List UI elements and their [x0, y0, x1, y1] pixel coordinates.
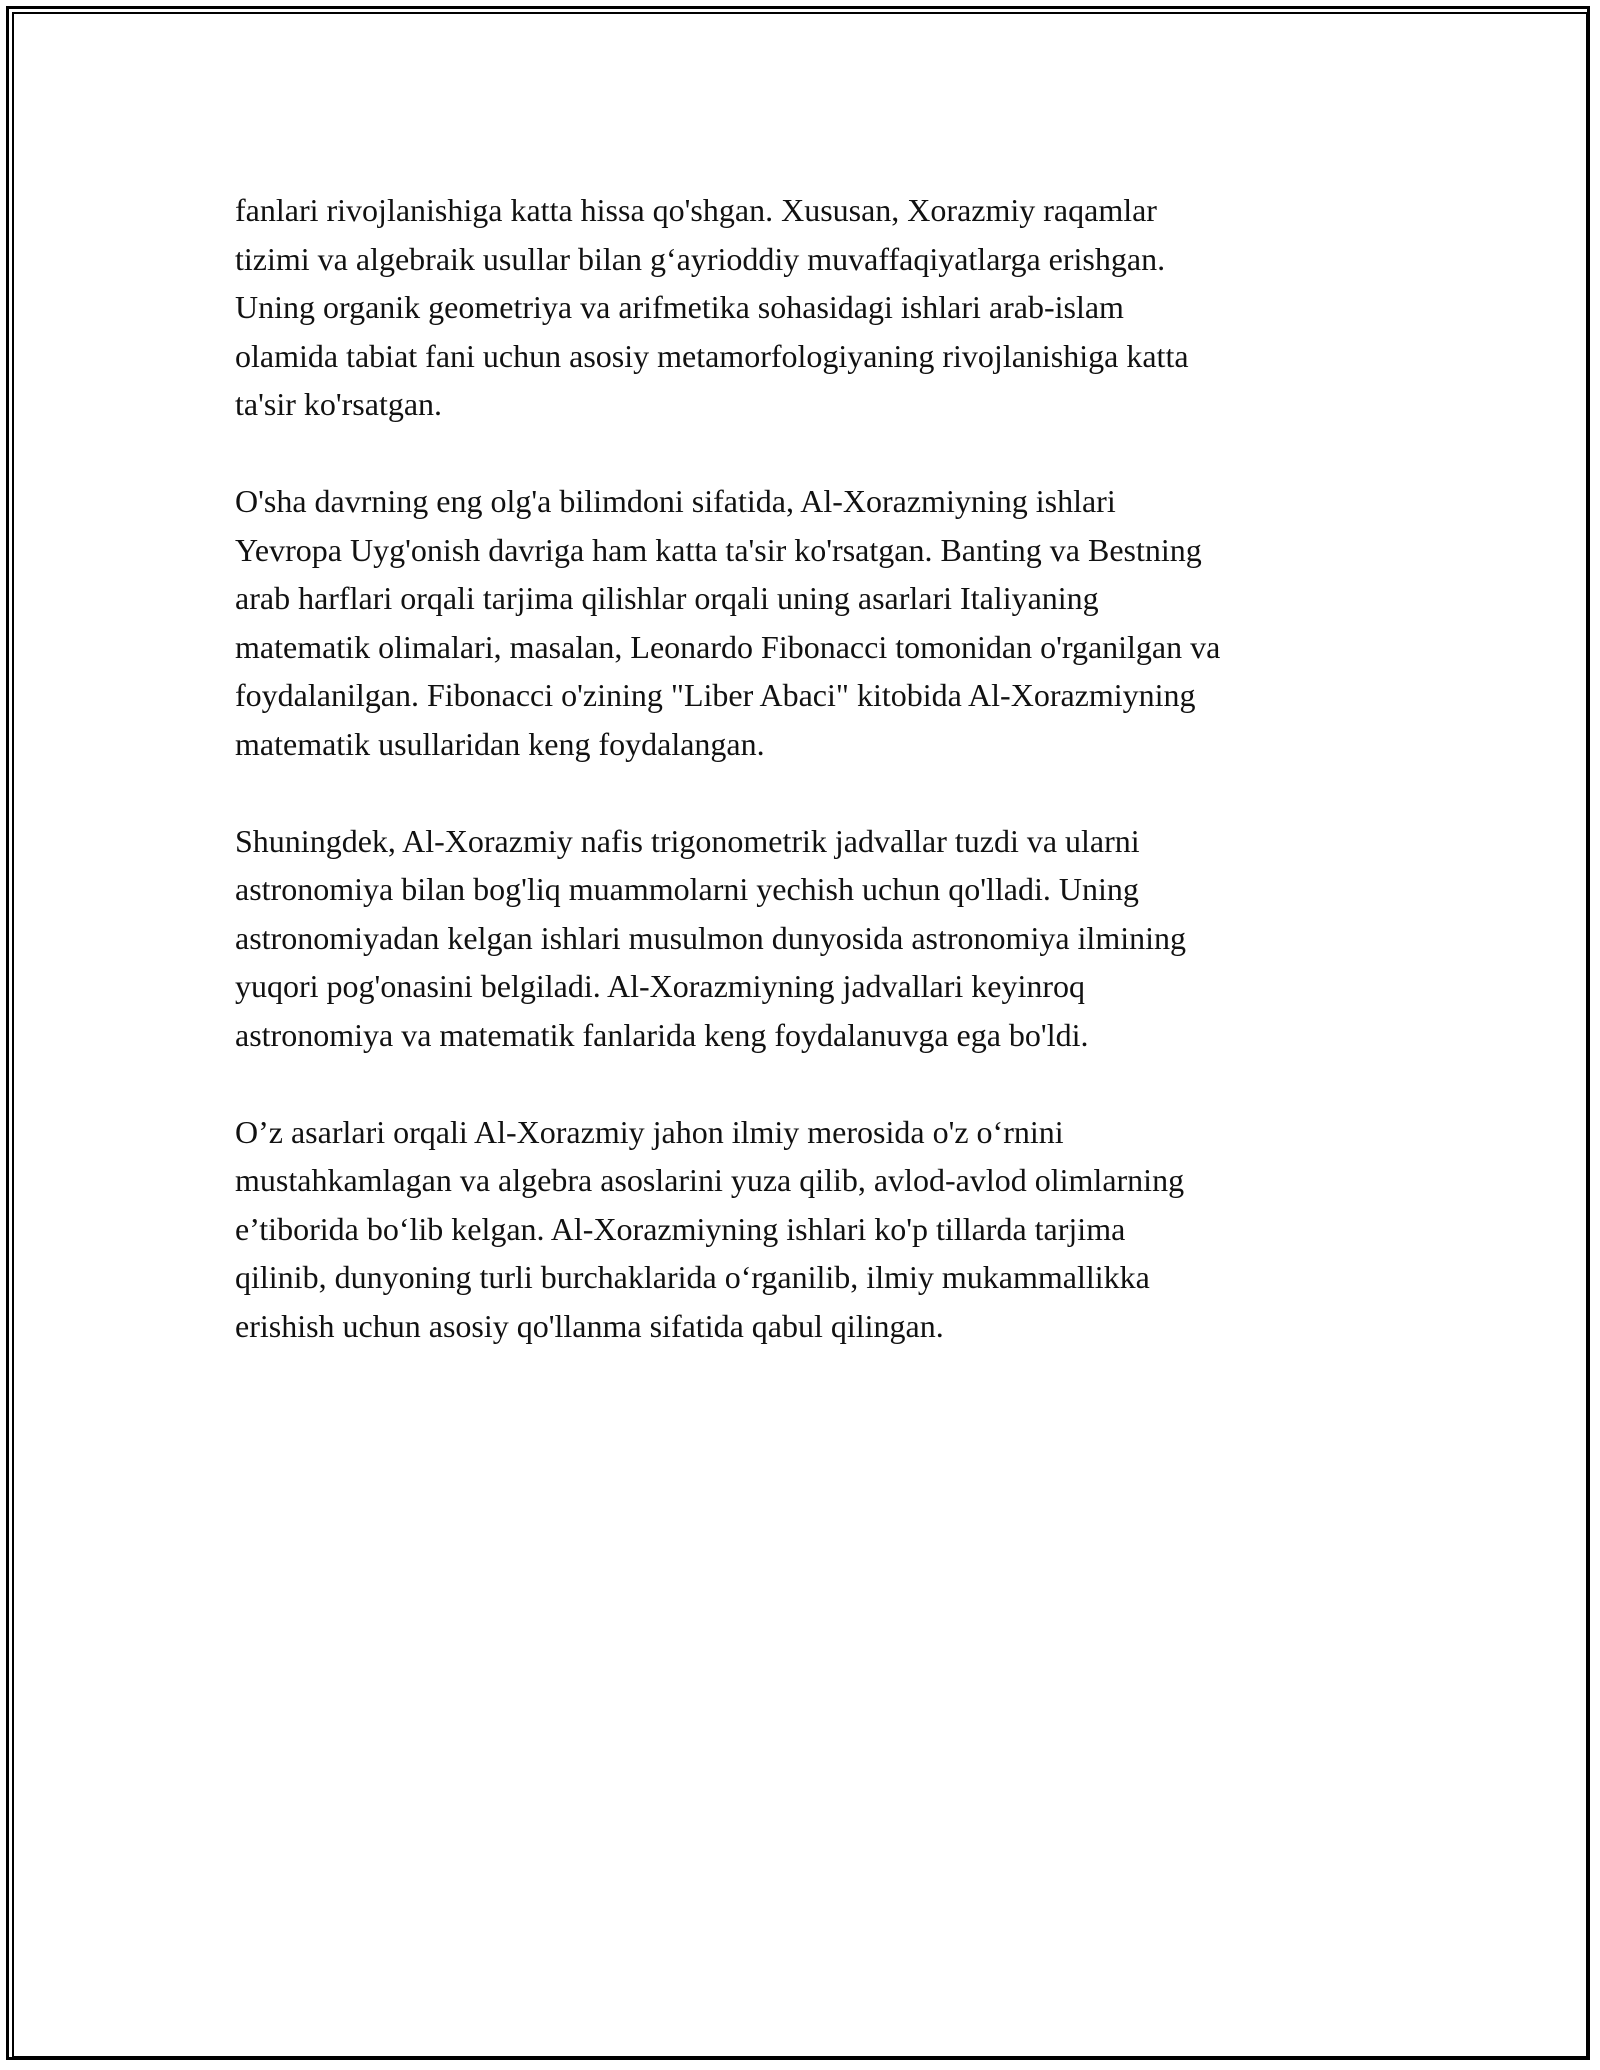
paragraph-line: tizimi va algebraik usullar bilan g‘ayrioddiy muvaffaqiyatlarga erishgan. — [235, 240, 1166, 277]
paragraph-line: astronomiyadan kelgan ishlari musulmon dunyosida astronomiya ilmining — [235, 919, 1186, 956]
paragraph-3 — [235, 817, 1415, 1060]
paragraph-line: Uning organik geometriya va arifmetika sohasidagi ishlari arab-islam — [235, 289, 1124, 325]
paragraph-line: O’z asarlari orqali Al-Xorazmiy jahon ilmiy merosida o'z o‘rnini — [235, 1113, 1064, 1150]
paragraph-4 — [235, 1108, 1415, 1351]
paragraph-line: astronomiya va matematik fanlarida keng foydalanuvga ega bo'ldi. — [235, 1016, 1089, 1053]
paragraph-line: yuqori pog'onasini belgiladi. Al-Xorazmiyning jadvallari keyinroq — [235, 968, 1086, 1004]
paragraph-line: O'sha davrning eng olg'a bilimdoni sifatida, Al-Xorazmiyning ishlari — [235, 483, 1116, 519]
paragraph-line: matematik usullaridan keng foydalangan. — [235, 725, 765, 762]
paragraph-line: qilinib, dunyoning turli burchaklarida o‘rganilib, ilmiy mukammallikka — [235, 1259, 1150, 1295]
paragraph-line: Shuningdek, Al-Xorazmiy nafis trigonometrik jadvallar tuzdi va ularni — [235, 822, 1140, 859]
paragraph-line: fanlari rivojlanishiga katta hissa qo'shgan. Xususan, Xorazmiy raqamlar — [235, 192, 1157, 228]
paragraph-line: e’tiborida bo‘lib kelgan. Al-Xorazmiyning ishlari ko'p tillarda tarjima — [235, 1210, 1126, 1247]
paragraph-line: foydalanilgan. Fibonacci o'zining "Liber Abaci" kitobida Al-Xorazmiyning — [235, 677, 1196, 713]
paragraph-line: Yevropa Uyg'onish davriga ham katta ta'sir ko'rsatgan. Banting va Bestning — [235, 531, 1202, 568]
paragraph-line: olamida tabiat fani uchun asosiy metamorfologiyaning rivojlanishiga katta — [235, 337, 1189, 374]
paragraph-1 — [235, 186, 1415, 429]
document-body — [235, 186, 1415, 1399]
paragraph-line: arab harflari orqali tarjima qilishlar orqali uning asarlari Italiyaning — [235, 580, 1099, 616]
paragraph-line: astronomiya bilan bog'liq muammolarni yechish uchun qo'lladi. Uning — [235, 871, 1139, 907]
paragraph-2 — [235, 477, 1415, 768]
paragraph-line: erishish uchun asosiy qo'llanma sifatida qabul qilingan. — [235, 1307, 944, 1344]
paragraph-line: mustahkamlagan va algebra asoslarini yuza qilib, avlod-avlod olimlarning — [235, 1162, 1185, 1198]
paragraph-line: matematik olimalari, masalan, Leonardo Fibonacci tomonidan o'rganilgan va — [235, 628, 1221, 665]
paragraph-line: ta'sir ko'rsatgan. — [235, 386, 443, 422]
